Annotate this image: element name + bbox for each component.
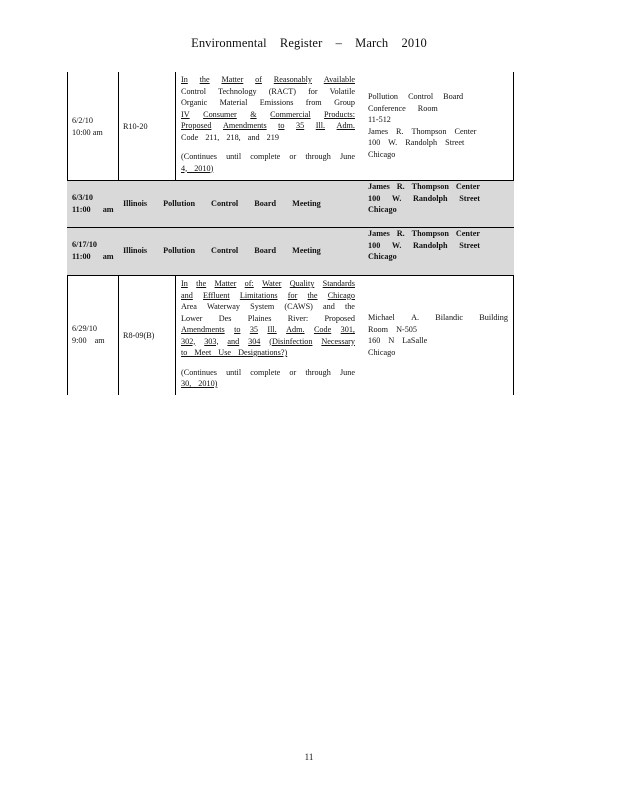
word: & xyxy=(250,109,257,119)
word: Available xyxy=(323,75,355,84)
word: Necessary xyxy=(321,336,355,346)
word: Matter xyxy=(221,75,244,84)
word: 35 xyxy=(249,325,259,334)
word: 302, xyxy=(181,336,196,346)
word: the xyxy=(344,302,355,311)
word: Adm. xyxy=(286,325,305,334)
word: Emissions xyxy=(259,98,294,107)
word: Proposed xyxy=(324,313,355,323)
word: Material xyxy=(219,98,248,107)
word: Adm. xyxy=(336,121,355,130)
word: Amendments xyxy=(181,325,225,334)
word: to xyxy=(234,325,241,334)
docket-number: R8-09(B) xyxy=(123,331,155,340)
word: W. xyxy=(391,240,402,250)
hearing-location: Michael A. Bilandic Building Room N-505 160 N LaSalle Chicago xyxy=(368,313,508,357)
word: and xyxy=(181,290,193,300)
word: Reasonably xyxy=(273,75,312,84)
word: the xyxy=(196,279,207,288)
word: (Disinfection xyxy=(269,336,313,346)
meeting-location: James R. Thompson Center 100 W. Randolph Street Chicago xyxy=(368,229,480,261)
hearing-description: In the Matter of Reasonably Available Control Technology (RACT) for Volatile Organic Material Emissions from Group IV Consumer & Commercial Products: Proposed Amendments to 35 Ill. Adm. Code 211, 218, and 219 (Continues until complete or through June 4, 2010) xyxy=(181,75,355,173)
word: Lower xyxy=(181,313,203,323)
word: and xyxy=(322,302,335,311)
word: Organic xyxy=(181,98,208,107)
word: or xyxy=(289,152,297,161)
word: until xyxy=(226,152,242,161)
word: Quality xyxy=(289,279,315,288)
word: of: xyxy=(244,279,254,288)
word: Street xyxy=(459,193,480,203)
word: complete xyxy=(250,367,281,377)
hearing-date: 6/2/10 10:00 am xyxy=(72,116,103,137)
word: Effluent xyxy=(203,290,230,300)
word: In xyxy=(181,75,188,84)
word: 100 xyxy=(368,193,381,203)
word: or xyxy=(289,367,297,377)
word: Amendments xyxy=(222,121,267,130)
word: 100 xyxy=(368,240,381,250)
word: Center xyxy=(455,229,480,238)
table-row-meeting xyxy=(67,180,514,228)
word: W. xyxy=(391,193,402,203)
word: (Continues xyxy=(181,152,217,161)
word: through xyxy=(305,152,331,161)
word: and xyxy=(227,336,240,346)
word: Bilandic xyxy=(435,313,464,322)
word: Group xyxy=(334,98,355,107)
word: Code xyxy=(313,325,332,334)
word: Control xyxy=(181,86,207,96)
meeting-date: 6/17/10 11:00 am xyxy=(72,240,114,261)
word: 301, xyxy=(340,325,355,334)
word: R. xyxy=(396,182,405,191)
word: the xyxy=(199,75,210,84)
word: 35 xyxy=(296,121,305,130)
word: Limitations xyxy=(239,290,278,300)
word: Building xyxy=(479,313,508,322)
word: of xyxy=(255,75,262,84)
table-row-meeting xyxy=(67,227,514,276)
meeting-date: 6/3/10 11:00 am xyxy=(72,193,114,214)
word: James xyxy=(368,229,390,238)
word: Chicago xyxy=(327,290,355,300)
word: for xyxy=(308,86,318,96)
page-number: 11 xyxy=(304,752,314,762)
word: Plaines xyxy=(247,313,272,323)
word: Matter xyxy=(214,279,237,288)
word: Technology xyxy=(218,86,257,96)
word: In xyxy=(181,279,188,288)
page-header: Environmental Register – March 2010 xyxy=(191,36,427,50)
word: IV xyxy=(181,109,190,119)
word: (CAWS) xyxy=(284,302,313,311)
hearing-description: In the Matter of: Water Quality Standards and Effluent Limitations for the Chicago Area Waterway System (CAWS) and the Lower Des Plaines River: Proposed Amendments to 35 Ill. Adm. Code 301, 302, 303, and 304 (Disinfection Necessary to Meet Use Designations?) (Continues until complete or through June 30, 2010) xyxy=(181,279,355,388)
hearing-location: Pollution Control Board Conference Room 11-512 James R. Thompson Center 100 W. Randolph Street Chicago xyxy=(368,92,477,159)
word: Volatile xyxy=(329,86,355,96)
word: complete xyxy=(250,152,281,161)
word: Products: xyxy=(324,109,355,119)
word: Consumer xyxy=(203,109,237,119)
word: A. xyxy=(411,313,420,322)
word: (Continues xyxy=(181,367,217,377)
word: for xyxy=(287,290,298,300)
table-row xyxy=(67,276,514,395)
word: R. xyxy=(396,229,405,238)
word: Water xyxy=(262,279,282,288)
word: Standards xyxy=(322,279,355,288)
table-row xyxy=(67,72,514,180)
word: River: xyxy=(287,313,309,323)
word: Waterway xyxy=(207,302,241,311)
word: to xyxy=(278,121,285,130)
word: (RACT) xyxy=(268,86,296,96)
word: from xyxy=(305,98,322,107)
word: James xyxy=(368,182,390,191)
word: Proposed xyxy=(181,121,212,130)
word: Thompson xyxy=(411,229,449,238)
meeting-title: Illinois Pollution Control Board Meeting xyxy=(123,199,321,208)
docket-number: R10-20 xyxy=(123,122,148,131)
hearing-schedule-table xyxy=(67,72,514,395)
word: Randolph xyxy=(413,193,448,203)
word: 304 xyxy=(248,336,261,346)
meeting-location: James R. Thompson Center 100 W. Randolph Street Chicago xyxy=(368,182,480,214)
word: 303, xyxy=(204,336,219,346)
meeting-title: Illinois Pollution Control Board Meeting xyxy=(123,246,321,255)
word: Michael xyxy=(368,313,395,322)
word: June xyxy=(339,367,355,377)
word: Ill. xyxy=(315,121,326,130)
word: System xyxy=(250,302,275,311)
word: Street xyxy=(459,240,480,250)
word: through xyxy=(305,367,331,377)
word: Commercial xyxy=(270,109,311,119)
word: Des xyxy=(218,313,232,323)
word: Randolph xyxy=(413,240,448,250)
word: the xyxy=(307,290,318,300)
word: Center xyxy=(455,182,480,191)
hearing-date: 6/29/10 9:00 am xyxy=(72,324,105,345)
word: until xyxy=(226,367,242,377)
word: Ill. xyxy=(267,325,277,334)
word: June xyxy=(339,152,355,161)
word: Area xyxy=(181,302,197,311)
word: Thompson xyxy=(411,182,449,191)
